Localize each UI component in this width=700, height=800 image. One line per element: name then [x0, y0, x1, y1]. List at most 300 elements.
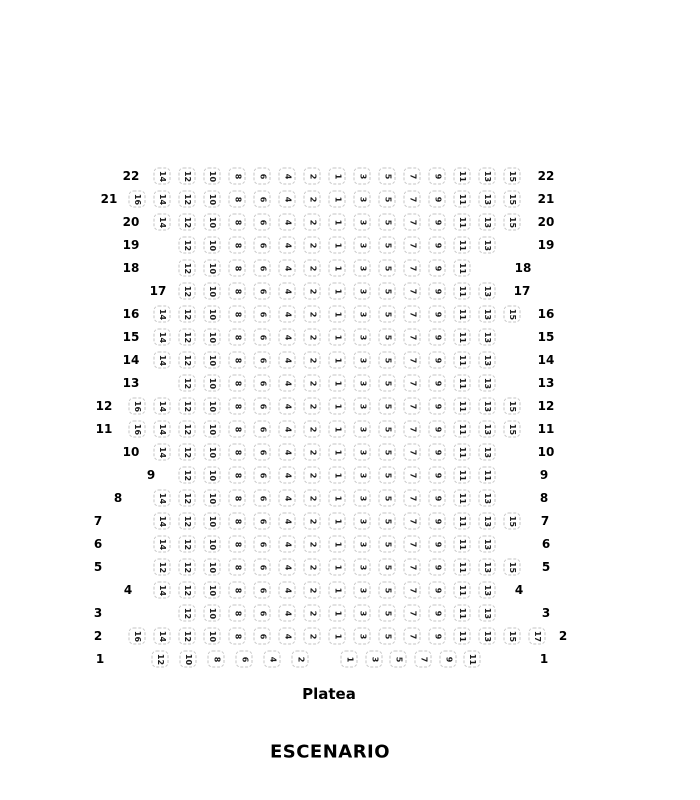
seat-14-4[interactable] [279, 352, 296, 369]
seat-22-3[interactable] [354, 168, 371, 185]
seat-14-9[interactable] [429, 352, 446, 369]
seat-7-10[interactable] [204, 513, 221, 530]
seat-18-5[interactable] [379, 260, 396, 277]
seat-3-2[interactable] [304, 605, 321, 622]
seat-2-17[interactable] [529, 628, 546, 645]
seat-7-8[interactable] [229, 513, 246, 530]
seat-19-9[interactable] [429, 237, 446, 254]
seat-14-14[interactable] [154, 352, 171, 369]
seat-20-1[interactable] [329, 214, 346, 231]
seat-2-10[interactable] [204, 628, 221, 645]
seat-4-14[interactable] [154, 582, 171, 599]
seat-20-2[interactable] [304, 214, 321, 231]
seat-4-6[interactable] [254, 582, 271, 599]
seat-7-13[interactable] [479, 513, 496, 530]
seat-20-15[interactable] [504, 214, 521, 231]
seat-1-2[interactable] [292, 651, 309, 668]
seat-19-7[interactable] [404, 237, 421, 254]
seat-6-5[interactable] [379, 536, 396, 553]
seat-4-5[interactable] [379, 582, 396, 599]
seat-7-11[interactable] [454, 513, 471, 530]
seat-17-4[interactable] [279, 283, 296, 300]
seat-3-3[interactable] [354, 605, 371, 622]
seat-19-1[interactable] [329, 237, 346, 254]
seat-22-14[interactable] [154, 168, 171, 185]
seat-15-8[interactable] [229, 329, 246, 346]
seat-1-8[interactable] [208, 651, 225, 668]
seat-9-6[interactable] [254, 467, 271, 484]
seat-12-12[interactable] [179, 398, 196, 415]
seat-3-1[interactable] [329, 605, 346, 622]
seat-17-2[interactable] [304, 283, 321, 300]
seat-14-10[interactable] [204, 352, 221, 369]
seat-7-5[interactable] [379, 513, 396, 530]
seat-12-2[interactable] [304, 398, 321, 415]
seat-4-7[interactable] [404, 582, 421, 599]
seat-13-12[interactable] [179, 375, 196, 392]
seat-20-6[interactable] [254, 214, 271, 231]
seat-5-6[interactable] [254, 559, 271, 576]
seat-15-6[interactable] [254, 329, 271, 346]
seat-20-11[interactable] [454, 214, 471, 231]
seat-3-4[interactable] [279, 605, 296, 622]
seat-21-11[interactable] [454, 191, 471, 208]
seat-14-11[interactable] [454, 352, 471, 369]
seat-3-12[interactable] [179, 605, 196, 622]
seat-12-14[interactable] [154, 398, 171, 415]
seat-10-13[interactable] [479, 444, 496, 461]
seat-11-11[interactable] [454, 421, 471, 438]
seat-5-10[interactable] [204, 559, 221, 576]
seat-9-2[interactable] [304, 467, 321, 484]
seat-10-1[interactable] [329, 444, 346, 461]
seat-6-7[interactable] [404, 536, 421, 553]
seat-19-13[interactable] [479, 237, 496, 254]
seat-16-7[interactable] [404, 306, 421, 323]
seat-22-1[interactable] [329, 168, 346, 185]
seat-3-11[interactable] [454, 605, 471, 622]
seat-7-3[interactable] [354, 513, 371, 530]
seat-3-7[interactable] [404, 605, 421, 622]
seat-8-11[interactable] [454, 490, 471, 507]
seat-19-8[interactable] [229, 237, 246, 254]
seat-6-10[interactable] [204, 536, 221, 553]
seat-14-6[interactable] [254, 352, 271, 369]
seat-18-9[interactable] [429, 260, 446, 277]
seat-4-9[interactable] [429, 582, 446, 599]
seat-2-15[interactable] [504, 628, 521, 645]
seat-18-2[interactable] [304, 260, 321, 277]
seat-22-11[interactable] [454, 168, 471, 185]
seat-14-2[interactable] [304, 352, 321, 369]
seat-5-13[interactable] [479, 559, 496, 576]
seat-14-5[interactable] [379, 352, 396, 369]
seat-11-9[interactable] [429, 421, 446, 438]
seat-12-10[interactable] [204, 398, 221, 415]
seat-18-8[interactable] [229, 260, 246, 277]
seat-18-6[interactable] [254, 260, 271, 277]
seat-9-4[interactable] [279, 467, 296, 484]
seat-9-1[interactable] [329, 467, 346, 484]
seat-16-11[interactable] [454, 306, 471, 323]
seat-16-3[interactable] [354, 306, 371, 323]
seat-20-10[interactable] [204, 214, 221, 231]
seat-20-3[interactable] [354, 214, 371, 231]
seat-20-9[interactable] [429, 214, 446, 231]
seat-18-4[interactable] [279, 260, 296, 277]
seat-19-10[interactable] [204, 237, 221, 254]
seat-4-11[interactable] [454, 582, 471, 599]
seat-15-4[interactable] [279, 329, 296, 346]
seat-5-2[interactable] [304, 559, 321, 576]
seat-20-8[interactable] [229, 214, 246, 231]
seat-4-8[interactable] [229, 582, 246, 599]
seat-7-7[interactable] [404, 513, 421, 530]
seat-22-12[interactable] [179, 168, 196, 185]
seat-10-4[interactable] [279, 444, 296, 461]
seat-13-13[interactable] [479, 375, 496, 392]
seat-5-1[interactable] [329, 559, 346, 576]
seat-12-9[interactable] [429, 398, 446, 415]
seat-4-2[interactable] [304, 582, 321, 599]
seat-21-6[interactable] [254, 191, 271, 208]
seat-2-5[interactable] [379, 628, 396, 645]
seat-6-13[interactable] [479, 536, 496, 553]
seat-9-8[interactable] [229, 467, 246, 484]
seat-15-11[interactable] [454, 329, 471, 346]
seat-22-9[interactable] [429, 168, 446, 185]
seat-9-12[interactable] [179, 467, 196, 484]
seat-8-10[interactable] [204, 490, 221, 507]
seat-21-8[interactable] [229, 191, 246, 208]
seat-2-6[interactable] [254, 628, 271, 645]
seat-18-1[interactable] [329, 260, 346, 277]
seat-10-7[interactable] [404, 444, 421, 461]
seat-15-9[interactable] [429, 329, 446, 346]
seat-5-3[interactable] [354, 559, 371, 576]
seat-20-12[interactable] [179, 214, 196, 231]
seat-21-7[interactable] [404, 191, 421, 208]
seat-20-4[interactable] [279, 214, 296, 231]
seat-1-12[interactable] [152, 651, 169, 668]
seat-8-1[interactable] [329, 490, 346, 507]
seat-16-10[interactable] [204, 306, 221, 323]
seat-14-3[interactable] [354, 352, 371, 369]
seat-12-5[interactable] [379, 398, 396, 415]
seat-13-7[interactable] [404, 375, 421, 392]
seat-17-7[interactable] [404, 283, 421, 300]
seat-19-11[interactable] [454, 237, 471, 254]
seat-21-16[interactable] [129, 191, 146, 208]
seat-9-10[interactable] [204, 467, 221, 484]
seat-21-5[interactable] [379, 191, 396, 208]
seat-15-2[interactable] [304, 329, 321, 346]
seat-21-9[interactable] [429, 191, 446, 208]
seat-14-13[interactable] [479, 352, 496, 369]
seat-7-14[interactable] [154, 513, 171, 530]
seat-5-5[interactable] [379, 559, 396, 576]
seat-19-5[interactable] [379, 237, 396, 254]
seat-15-5[interactable] [379, 329, 396, 346]
seat-10-8[interactable] [229, 444, 246, 461]
seat-16-14[interactable] [154, 306, 171, 323]
seat-2-1[interactable] [329, 628, 346, 645]
seat-19-12[interactable] [179, 237, 196, 254]
seat-9-3[interactable] [354, 467, 371, 484]
seat-6-12[interactable] [179, 536, 196, 553]
seat-9-7[interactable] [404, 467, 421, 484]
seat-19-3[interactable] [354, 237, 371, 254]
seat-17-9[interactable] [429, 283, 446, 300]
seat-9-9[interactable] [429, 467, 446, 484]
seat-1-7[interactable] [415, 651, 432, 668]
seat-6-1[interactable] [329, 536, 346, 553]
seat-1-6[interactable] [236, 651, 253, 668]
seat-19-6[interactable] [254, 237, 271, 254]
seat-8-14[interactable] [154, 490, 171, 507]
seat-11-6[interactable] [254, 421, 271, 438]
seat-8-6[interactable] [254, 490, 271, 507]
seat-4-10[interactable] [204, 582, 221, 599]
seat-11-13[interactable] [479, 421, 496, 438]
seat-13-1[interactable] [329, 375, 346, 392]
seat-6-9[interactable] [429, 536, 446, 553]
seat-10-10[interactable] [204, 444, 221, 461]
seat-5-9[interactable] [429, 559, 446, 576]
seat-3-5[interactable] [379, 605, 396, 622]
seat-22-4[interactable] [279, 168, 296, 185]
seat-19-4[interactable] [279, 237, 296, 254]
seat-6-11[interactable] [454, 536, 471, 553]
seat-1-10[interactable] [180, 651, 197, 668]
seat-21-1[interactable] [329, 191, 346, 208]
seat-9-11[interactable] [479, 467, 496, 484]
seat-5-7[interactable] [404, 559, 421, 576]
seat-15-12[interactable] [179, 329, 196, 346]
seat-11-16[interactable] [129, 421, 146, 438]
seat-16-13[interactable] [479, 306, 496, 323]
seat-16-5[interactable] [379, 306, 396, 323]
seat-12-8[interactable] [229, 398, 246, 415]
seat-11-8[interactable] [229, 421, 246, 438]
seat-21-3[interactable] [354, 191, 371, 208]
seat-8-7[interactable] [404, 490, 421, 507]
seat-13-11[interactable] [454, 375, 471, 392]
seat-5-12[interactable] [179, 559, 196, 576]
seat-11-1[interactable] [329, 421, 346, 438]
seat-22-5[interactable] [379, 168, 396, 185]
seat-11-12[interactable] [179, 421, 196, 438]
seat-6-14[interactable] [154, 536, 171, 553]
seat-13-3[interactable] [354, 375, 371, 392]
seat-13-5[interactable] [379, 375, 396, 392]
seat-2-13[interactable] [479, 628, 496, 645]
seat-4-12[interactable] [179, 582, 196, 599]
seat-16-15[interactable] [504, 306, 521, 323]
seat-13-10[interactable] [204, 375, 221, 392]
seat-12-6[interactable] [254, 398, 271, 415]
seat-11-15[interactable] [504, 421, 521, 438]
seat-8-5[interactable] [379, 490, 396, 507]
seat-17-11[interactable] [454, 283, 471, 300]
seat-11-5[interactable] [379, 421, 396, 438]
seat-20-5[interactable] [379, 214, 396, 231]
seat-22-7[interactable] [404, 168, 421, 185]
seat-1-1[interactable] [341, 651, 358, 668]
seat-12-1[interactable] [329, 398, 346, 415]
seat-12-11[interactable] [454, 398, 471, 415]
seat-15-14[interactable] [154, 329, 171, 346]
seat-20-14[interactable] [154, 214, 171, 231]
seat-5-12[interactable] [154, 559, 171, 576]
seat-8-2[interactable] [304, 490, 321, 507]
seat-20-7[interactable] [404, 214, 421, 231]
seat-21-15[interactable] [504, 191, 521, 208]
seat-7-1[interactable] [329, 513, 346, 530]
seat-6-4[interactable] [279, 536, 296, 553]
seat-17-3[interactable] [354, 283, 371, 300]
seat-22-8[interactable] [229, 168, 246, 185]
seat-12-4[interactable] [279, 398, 296, 415]
seat-17-10[interactable] [204, 283, 221, 300]
seat-1-3[interactable] [366, 651, 383, 668]
seat-21-4[interactable] [279, 191, 296, 208]
seat-9-5[interactable] [379, 467, 396, 484]
seat-2-7[interactable] [404, 628, 421, 645]
seat-16-12[interactable] [179, 306, 196, 323]
seat-7-12[interactable] [179, 513, 196, 530]
seat-10-14[interactable] [154, 444, 171, 461]
seat-11-7[interactable] [404, 421, 421, 438]
seat-2-11[interactable] [454, 628, 471, 645]
seat-14-7[interactable] [404, 352, 421, 369]
seat-13-4[interactable] [279, 375, 296, 392]
seat-20-13[interactable] [479, 214, 496, 231]
seat-21-14[interactable] [154, 191, 171, 208]
seat-8-9[interactable] [429, 490, 446, 507]
seat-22-10[interactable] [204, 168, 221, 185]
seat-7-9[interactable] [429, 513, 446, 530]
seat-10-12[interactable] [179, 444, 196, 461]
seat-17-1[interactable] [329, 283, 346, 300]
seat-15-7[interactable] [404, 329, 421, 346]
seat-15-10[interactable] [204, 329, 221, 346]
seat-11-2[interactable] [304, 421, 321, 438]
seat-15-3[interactable] [354, 329, 371, 346]
seat-4-1[interactable] [329, 582, 346, 599]
seat-3-9[interactable] [429, 605, 446, 622]
seat-6-6[interactable] [254, 536, 271, 553]
seat-18-3[interactable] [354, 260, 371, 277]
seat-10-11[interactable] [454, 444, 471, 461]
seat-8-12[interactable] [179, 490, 196, 507]
seat-12-16[interactable] [129, 398, 146, 415]
seat-16-9[interactable] [429, 306, 446, 323]
seat-15-13[interactable] [479, 329, 496, 346]
seat-7-2[interactable] [304, 513, 321, 530]
seat-16-4[interactable] [279, 306, 296, 323]
seat-13-8[interactable] [229, 375, 246, 392]
seat-16-2[interactable] [304, 306, 321, 323]
seat-5-15[interactable] [504, 559, 521, 576]
seat-14-8[interactable] [229, 352, 246, 369]
seat-8-8[interactable] [229, 490, 246, 507]
seat-5-8[interactable] [229, 559, 246, 576]
seat-4-4[interactable] [279, 582, 296, 599]
seat-8-3[interactable] [354, 490, 371, 507]
seat-22-15[interactable] [504, 168, 521, 185]
seat-1-9[interactable] [440, 651, 457, 668]
seat-2-16[interactable] [129, 628, 146, 645]
seat-17-6[interactable] [254, 283, 271, 300]
seat-1-4[interactable] [264, 651, 281, 668]
seat-2-3[interactable] [354, 628, 371, 645]
seat-14-12[interactable] [179, 352, 196, 369]
seat-3-13[interactable] [479, 605, 496, 622]
seat-4-13[interactable] [479, 582, 496, 599]
seat-10-2[interactable] [304, 444, 321, 461]
seat-22-2[interactable] [304, 168, 321, 185]
seat-16-1[interactable] [329, 306, 346, 323]
seat-10-3[interactable] [354, 444, 371, 461]
seat-10-5[interactable] [379, 444, 396, 461]
seat-2-2[interactable] [304, 628, 321, 645]
seat-11-14[interactable] [154, 421, 171, 438]
seat-12-3[interactable] [354, 398, 371, 415]
seat-7-4[interactable] [279, 513, 296, 530]
seat-14-1[interactable] [329, 352, 346, 369]
seat-8-4[interactable] [279, 490, 296, 507]
seat-18-11[interactable] [454, 260, 471, 277]
seat-7-6[interactable] [254, 513, 271, 530]
seat-22-6[interactable] [254, 168, 271, 185]
seat-13-6[interactable] [254, 375, 271, 392]
seat-10-6[interactable] [254, 444, 271, 461]
seat-15-1[interactable] [329, 329, 346, 346]
seat-12-7[interactable] [404, 398, 421, 415]
seat-17-12[interactable] [179, 283, 196, 300]
seat-11-4[interactable] [279, 421, 296, 438]
seat-12-13[interactable] [479, 398, 496, 415]
seat-6-2[interactable] [304, 536, 321, 553]
seat-17-5[interactable] [379, 283, 396, 300]
seat-18-10[interactable] [204, 260, 221, 277]
seat-2-9[interactable] [429, 628, 446, 645]
seat-7-15[interactable] [504, 513, 521, 530]
seat-21-10[interactable] [204, 191, 221, 208]
seat-4-3[interactable] [354, 582, 371, 599]
seat-13-2[interactable] [304, 375, 321, 392]
seat-2-4[interactable] [279, 628, 296, 645]
seat-19-2[interactable] [304, 237, 321, 254]
seat-2-14[interactable] [154, 628, 171, 645]
seat-1-5[interactable] [390, 651, 407, 668]
seat-6-8[interactable] [229, 536, 246, 553]
seat-18-12[interactable] [179, 260, 196, 277]
seat-8-13[interactable] [479, 490, 496, 507]
seat-5-4[interactable] [279, 559, 296, 576]
seat-9-11[interactable] [454, 467, 471, 484]
seat-3-6[interactable] [254, 605, 271, 622]
seat-22-13[interactable] [479, 168, 496, 185]
seat-17-13[interactable] [479, 283, 496, 300]
seat-21-13[interactable] [479, 191, 496, 208]
seat-16-6[interactable] [254, 306, 271, 323]
seat-21-2[interactable] [304, 191, 321, 208]
seat-12-15[interactable] [504, 398, 521, 415]
seat-17-8[interactable] [229, 283, 246, 300]
seat-6-3[interactable] [354, 536, 371, 553]
